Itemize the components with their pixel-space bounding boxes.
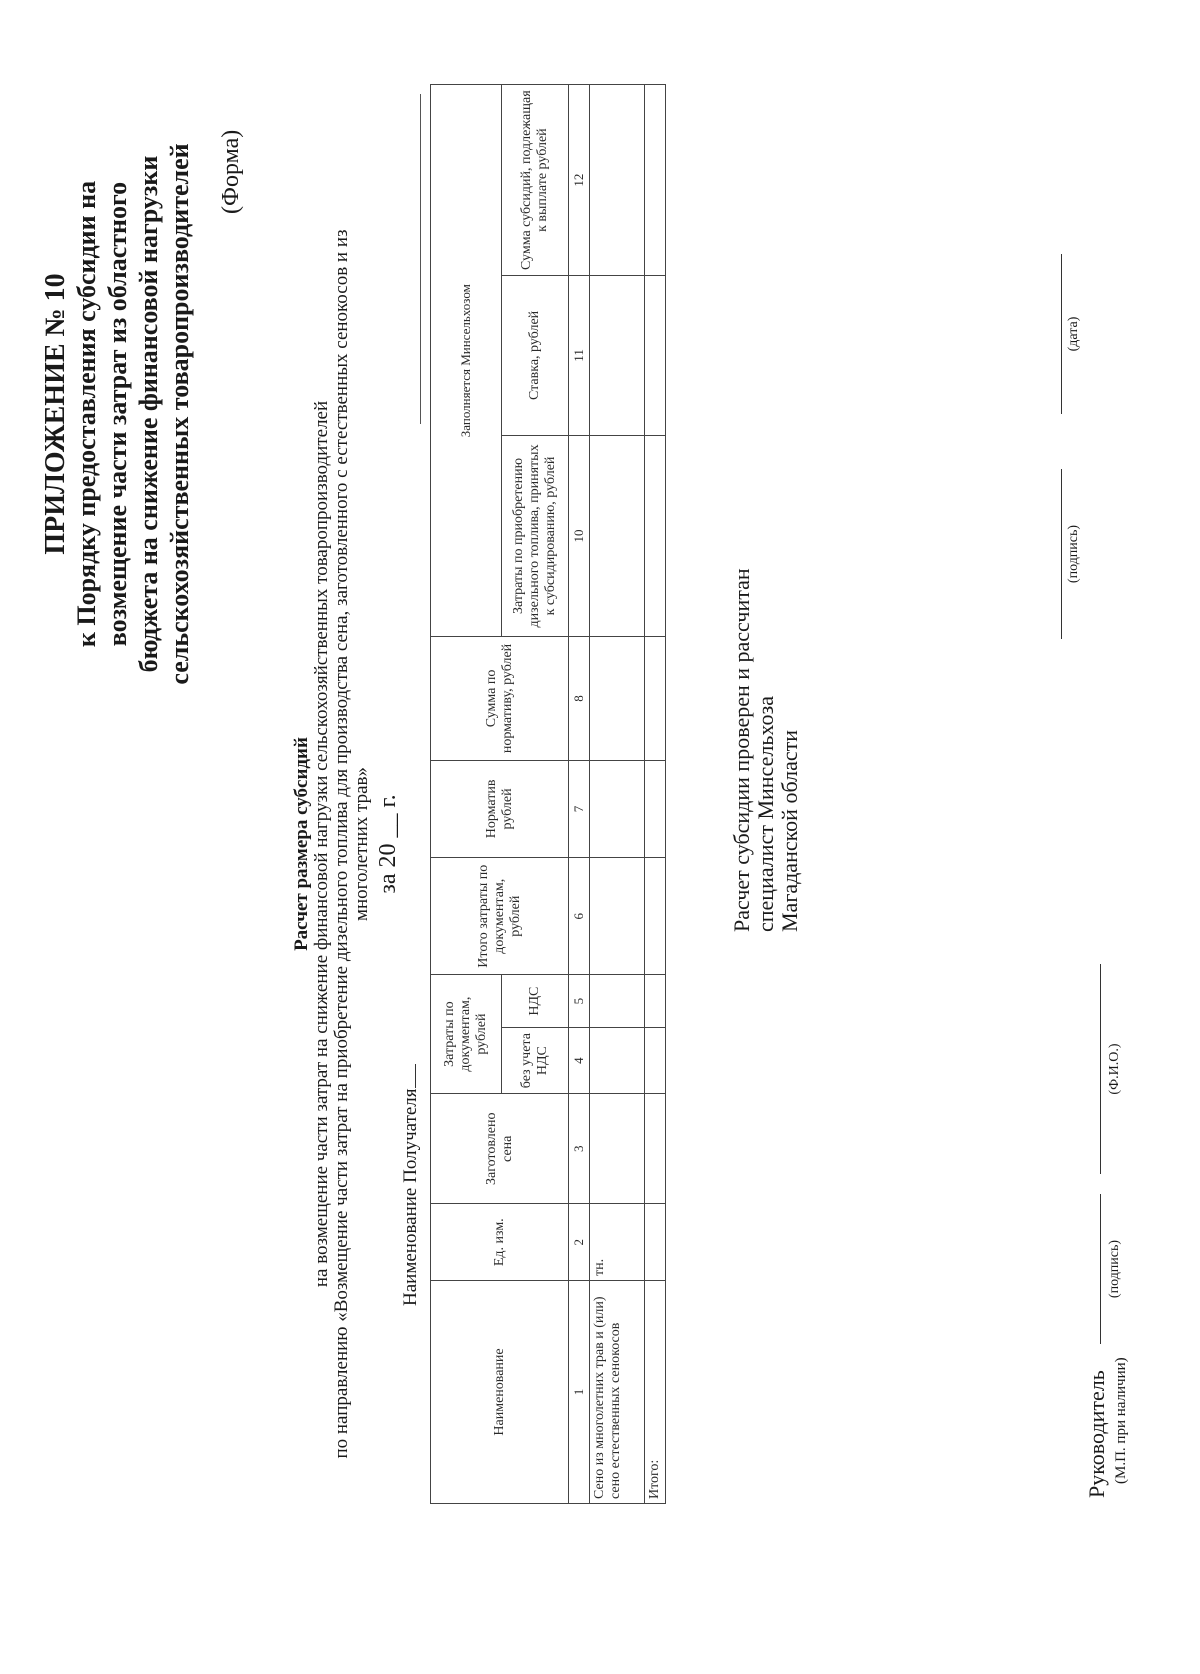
col-header-costs-group: Затраты по документам, рублей	[431, 975, 502, 1094]
col-header-norm-sum: Сумма по нормативу, рублей	[431, 637, 569, 760]
head-signature-line	[1100, 1194, 1101, 1344]
table-cell	[590, 1094, 645, 1204]
subsidy-table	[430, 84, 666, 1504]
col-number: 7	[569, 760, 590, 858]
date-caption: (дата)	[1066, 316, 1081, 352]
col-number: 1	[569, 1280, 590, 1503]
col-number: 12	[569, 85, 590, 276]
col-number: 8	[569, 637, 590, 760]
table-cell	[590, 85, 645, 276]
appendix-subtitle-line: бюджета на снижение финансовой нагрузки	[134, 155, 163, 673]
ministry-header-line	[420, 94, 421, 424]
table-cell	[590, 276, 645, 435]
appendix-number: ПРИЛОЖЕНИЕ № 10	[40, 273, 71, 555]
col-header-costs-no-vat: без учета НДС	[502, 1028, 569, 1094]
col-number: 11	[569, 276, 590, 435]
table-cell	[590, 858, 645, 975]
col-number: 2	[569, 1204, 590, 1280]
recipient-label: Наименование Получателя	[400, 1088, 421, 1306]
table-cell	[590, 435, 645, 637]
head-label: Руководитель	[1084, 1370, 1109, 1498]
col-number: 4	[569, 1028, 590, 1094]
head-signature-block	[1085, 1357, 1133, 1498]
col-number: 6	[569, 858, 590, 975]
appendix-subtitle-line: к Порядку предоставления субсидии на	[72, 180, 101, 648]
form-label: (Форма)	[218, 129, 244, 214]
table-header-row	[431, 85, 502, 1504]
total-label: Итого:	[645, 1280, 666, 1503]
row-name: Сено из многолетних трав и (или) сено естественных сенокосов	[590, 1280, 645, 1503]
head-fio-line	[1100, 964, 1101, 1174]
head-signature-caption: (подпись)	[1107, 1239, 1122, 1299]
document-title-line: по направлению «Возмещение части затрат на приобретение дизельного топлива для производства сена, заготовленного с естественных сенокосов и из	[331, 229, 352, 1459]
specialist-signature-caption: (подпись)	[1066, 524, 1081, 584]
table-total-row	[645, 85, 666, 1504]
recipient-field	[400, 1064, 422, 1306]
col-header-norm: Норматив рублей	[431, 760, 569, 858]
date-line	[1061, 254, 1062, 414]
checked-by-line: специалист Минсельхоза	[753, 696, 778, 932]
table-cell	[590, 637, 645, 760]
col-header-hay: Заготовлено сена	[431, 1094, 569, 1204]
checked-by-line: Магаданской области	[777, 730, 802, 932]
document-title-line: многолетних трав»	[351, 767, 372, 922]
col-header-payable: Сумма субсидий, подлежащая к выплате рублей	[502, 85, 569, 276]
col-number: 5	[569, 975, 590, 1028]
table-cell	[645, 276, 666, 435]
appendix-header	[40, 134, 195, 694]
table-cell	[645, 1028, 666, 1094]
recipient-underline	[415, 1064, 416, 1088]
col-header-accepted: Затраты по приобретению дизельного топлива, принятых к субсидированию, рублей	[502, 435, 569, 637]
document-title-main: Расчет размера субсидий	[291, 737, 312, 951]
checked-by-block	[730, 568, 802, 932]
table-cell	[645, 975, 666, 1028]
table-cell	[645, 637, 666, 760]
table-cell	[645, 1204, 666, 1280]
checked-by-line: Расчет субсидии проверен и рассчитан	[729, 568, 754, 932]
table-cell	[590, 1028, 645, 1094]
table-cell	[645, 858, 666, 975]
col-header-rate: Ставка, рублей	[502, 276, 569, 435]
col-number: 3	[569, 1094, 590, 1204]
col-header-name: Наименование	[431, 1280, 569, 1503]
table-cell	[645, 85, 666, 276]
table-cell	[590, 975, 645, 1028]
table-cell	[645, 1094, 666, 1204]
row-unit: тн.	[590, 1204, 645, 1280]
col-header-ministry-group: Заполняется Минсельхозом	[431, 85, 502, 637]
table-cell	[590, 760, 645, 858]
document-title	[292, 94, 402, 1594]
document-title-line: на возмещение части затрат на снижение финансовой нагрузки сельскохозяйственных товаропроизводителей	[311, 400, 332, 1288]
table-number-row	[569, 85, 590, 1504]
table-row	[590, 85, 645, 1504]
appendix-subtitle-line: сельскохозяйственных товаропроизводителей	[165, 143, 194, 685]
head-fio-caption: (Ф.И.О.)	[1107, 1043, 1122, 1095]
stamp-note: (М.П. при наличии)	[1113, 1357, 1129, 1484]
table-cell	[645, 760, 666, 858]
appendix-subtitle-line: возмещение части затрат из областного	[103, 181, 132, 647]
col-number: 10	[569, 435, 590, 637]
col-header-costs-vat: НДС	[502, 975, 569, 1028]
col-header-total-costs: Итого затраты по документам, рублей	[431, 858, 569, 975]
table-cell	[645, 435, 666, 637]
specialist-signature-line	[1061, 469, 1062, 639]
document-year: за 20 __ г.	[375, 794, 401, 894]
col-header-unit: Ед. изм.	[431, 1204, 569, 1280]
